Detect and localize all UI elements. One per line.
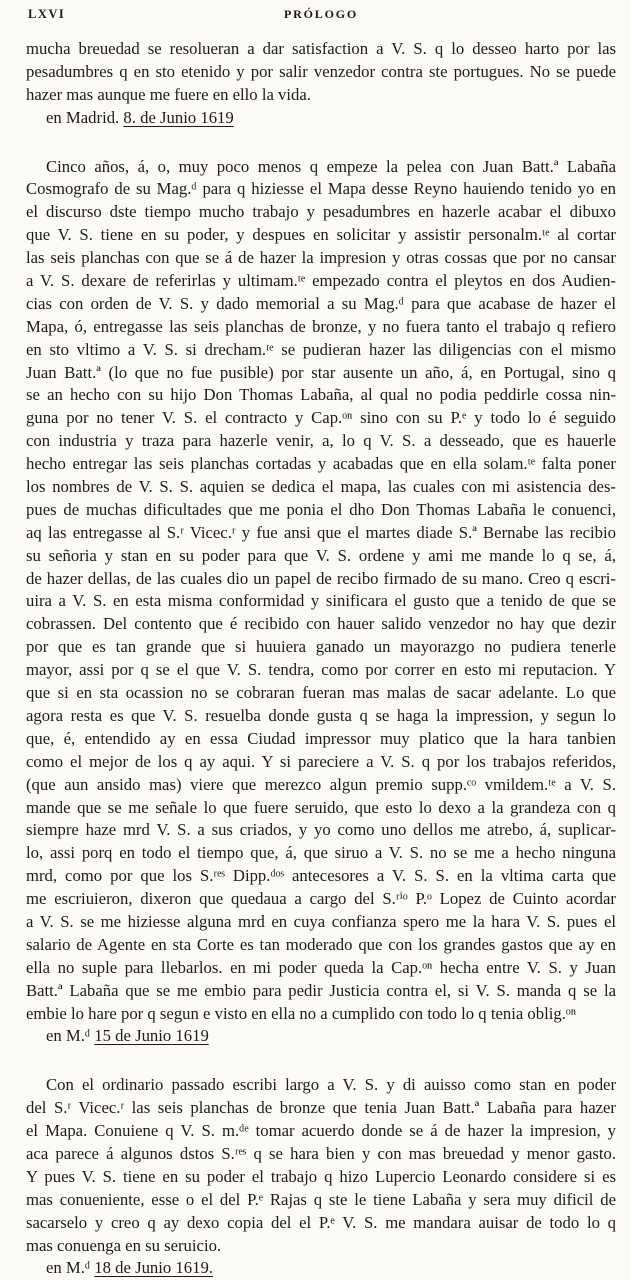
text-line: Con el ordinario passado escribi largo a V. S. y di auisso como stan en poder: [46, 1075, 616, 1095]
letter-paragraph: [26, 1074, 616, 1280]
text-line: Cosmografo de su Mag.ᵈ para q hiziesse el Mapa desse Reyno hauiendo tenido yo en: [26, 179, 616, 199]
date-underlined: 8. de Junio 1619: [123, 107, 234, 127]
document-page: [26, 0, 616, 1278]
text-line: que V. S. tiene en su poder, y despues en solicitar y assistir personalm.ᵗᵉ al cortar: [26, 225, 616, 245]
running-title: PRÓLOGO: [284, 7, 358, 21]
text-line: Cinco años, á, o, muy poco menos q empeze la pelea con Juan Batt.ª Labaña: [46, 156, 616, 176]
text-line: embie lo hare por q segun e visto en ella no a cumplido con todo lo q tenia oblig.ᵒⁿ: [26, 1003, 576, 1023]
date-prefix: en M.ᵈ: [46, 1026, 95, 1046]
text-line: con industria y traza para hazerle venir, a, lo q V. S. a desseado, que es hauerle: [26, 431, 616, 451]
text-line: a V. S. dexare de referirlas y ultimam.ᵗᵉ empezado contra el pleytos en dos Audien-: [26, 271, 616, 291]
text-line: lo, assi porq en todo el tiempo que, á, que siruo a V. S. no se me a hecho ninguna: [26, 843, 616, 863]
text-line: salario de Agente en sta Corte es tan moderado que con los grandes gastos que ay en: [26, 934, 616, 954]
text-line: las seis planchas con que se á de hazer la impresion y otras cossas que por no cansar: [26, 248, 616, 268]
text-line: guna por no tener V. S. el contracto y Cap.ᵒⁿ sino con su P.ᵉ y todo lo é seguido: [26, 408, 616, 428]
page-header: [26, 7, 616, 27]
text-line: Juan Batt.ª (lo que no fue pusible) por star ausente un año, á, en Portugal, sino q: [26, 362, 616, 382]
date-underlined: 18 de Junio 1619.: [94, 1258, 213, 1278]
text-line: del S.ʳ Vicec.ʳ las seis planchas de bronze que tenia Juan Batt.ª Labaña para hazer: [26, 1098, 616, 1118]
text-line: hazer mas aunque me fuere en ello la vida.: [26, 84, 311, 104]
text-line: siempre haze mrd V. S. a sus criados, y yo como uno dellos me atrebo, á, suplicar-: [26, 820, 616, 840]
text-line: como el mejor de los q ay aqui. Y si pareciere a V. S. q por los trabajos referidos,: [26, 751, 616, 771]
text-line: que si en sta ocassion no se cobraran fueran mas malas de sacar adelante. Lo que: [26, 683, 616, 703]
text-line: me escriuieron, dixeron que quedaua a cargo del S.ʳⁱᵒ P.ᵒ Lopez de Cuinto acordar: [26, 889, 616, 909]
letter-paragraph: [26, 156, 616, 1049]
text-line: que, é, entendido ay en essa Ciudad impressor muy platico que la hara tanbien: [26, 728, 616, 748]
text-line: ella no suple para llebarlos. en mi poder queda la Cap.ᵒⁿ hecha entre V. S. y Juan: [26, 957, 616, 977]
text-line: cobrassen. Del contento que é recibido con hauer salido venzedor no hay que dezir: [26, 614, 616, 634]
text-line: aq las entregasse al S.ʳ Vicec.ʳ y fue ansi que el martes diade S.ª Bernabe las recibio: [26, 522, 616, 542]
text-line: mas conuenga en su seruicio.: [26, 1235, 222, 1255]
folio-number: LXVI: [28, 7, 66, 21]
text-line: pues de muchas dificultades que me ponia el dho Don Thomas Labaña le conuenci,: [26, 499, 616, 519]
text-line: mayor, assi por q se el que V. S. tendra, como por correr en esto mi reputacion. Y: [26, 660, 616, 680]
text-line: agora resta es que V. S. resuelba donde gusta q se haga la impression, y segun lo: [26, 705, 616, 725]
text-line: mas conueniente, esse o el del P.ᵉ Rajas q ste le tiene Labaña y sera muy dificil de: [26, 1189, 616, 1209]
text-line: se an hecho con su hijo Don Thomas Labaña, al qual no podia peddirle cossa nin-: [26, 385, 616, 405]
text-line: sacarselo y creo q ay dexo copia del el P.ᵉ V. S. me mandara auisar de todo lo q: [26, 1212, 616, 1232]
text-line: su señoria y stan en su poder para que V. S. ordene y ami me mande lo q se, á,: [26, 545, 616, 565]
text-line: mucha breuedad se resolueran a dar satisfaction a V. S. q lo desseo harto por las: [26, 39, 616, 58]
text-line: el Mapa. Conuiene q V. S. m.ᵈᵉ tomar acuerdo donde se á de hazer la impresion, y: [26, 1121, 616, 1141]
text-line: cias con orden de V. S. y dado memorial a su Mag.ᵈ para que acabase de hazer el: [26, 293, 616, 313]
letter-date: [26, 1025, 616, 1048]
text-line: Mapa, ó, entregasse las seis planchas de bronze, y no fuera tanto el trabajo q refiero: [26, 316, 616, 336]
text-line: Y pues V. S. tiene en su poder el trabajo q hizo Lupercio Leonardo considere si es: [26, 1166, 616, 1186]
text-line: Batt.ª Labaña que se me embio para pedir Justicia contra el, si V. S. manda q se la: [26, 980, 616, 1000]
text-line: pesadumbres q en sto etenido y por salir venzedor contra ste portugues. No se puede: [26, 61, 616, 81]
text-line: en sto vltimo a V. S. si drecham.ᵗᵉ se pudieran hazer las diligencias con el mismo: [26, 339, 616, 359]
date-underlined: 15 de Junio 1619: [94, 1026, 209, 1046]
text-line: hecho entregar las seis planchas cortadas y acabadas que en ella solam.ᵗᵉ falta poner: [26, 454, 616, 474]
text-line: uira a V. S. en esta misma conformidad y sinificara el gusto que a tenido de que se: [26, 591, 616, 611]
date-prefix: en Madrid.: [46, 107, 124, 127]
text-line: el discurso dste tiempo mucho trabajo y pesadumbres en hazerle acabar el dibuxo: [26, 202, 616, 222]
text-line: mrd, como por que los S.ʳᵉˢ Dipp.ᵈᵒˢ antecesores a V. S. S. en la vltima carta que: [26, 866, 616, 886]
text-line: de hazer dellas, de las cuales dio un papel de recibo firmado de su mano. Creo q escri-: [26, 568, 616, 588]
date-prefix: en M.ᵈ: [46, 1258, 95, 1278]
letter-date: [26, 1257, 616, 1280]
text-line: por que es tan grande que si huuiera ganado un mayorazgo no pudiera tenerle: [26, 637, 616, 657]
document-body: [26, 38, 616, 1280]
text-line: los nombres de V. S. S. aquien se dedica el mapa, las cuales con mi asistencia des-: [26, 477, 616, 497]
text-line: mande que se me señale lo que fuere seruido, que esto lo dexo a la grandeza con q: [26, 797, 616, 817]
letter-paragraph: [26, 38, 616, 130]
text-line: aca parece á algunos dstos S.ʳᵉˢ q se hara bien y con mas breuedad y menor gasto.: [26, 1143, 616, 1163]
text-line: (que aun ansido mas) viere que merezco algun premio supp.ᶜᵒ vmildem.ᵗᵉ a V. S.: [26, 774, 616, 794]
paragraph-gap: [26, 130, 616, 156]
paragraph-gap: [26, 1048, 616, 1074]
text-line: a V. S. se me hiziesse alguna mrd en cuya confianza spero me la hara V. S. pues el: [26, 911, 616, 931]
letter-date: [26, 107, 616, 130]
